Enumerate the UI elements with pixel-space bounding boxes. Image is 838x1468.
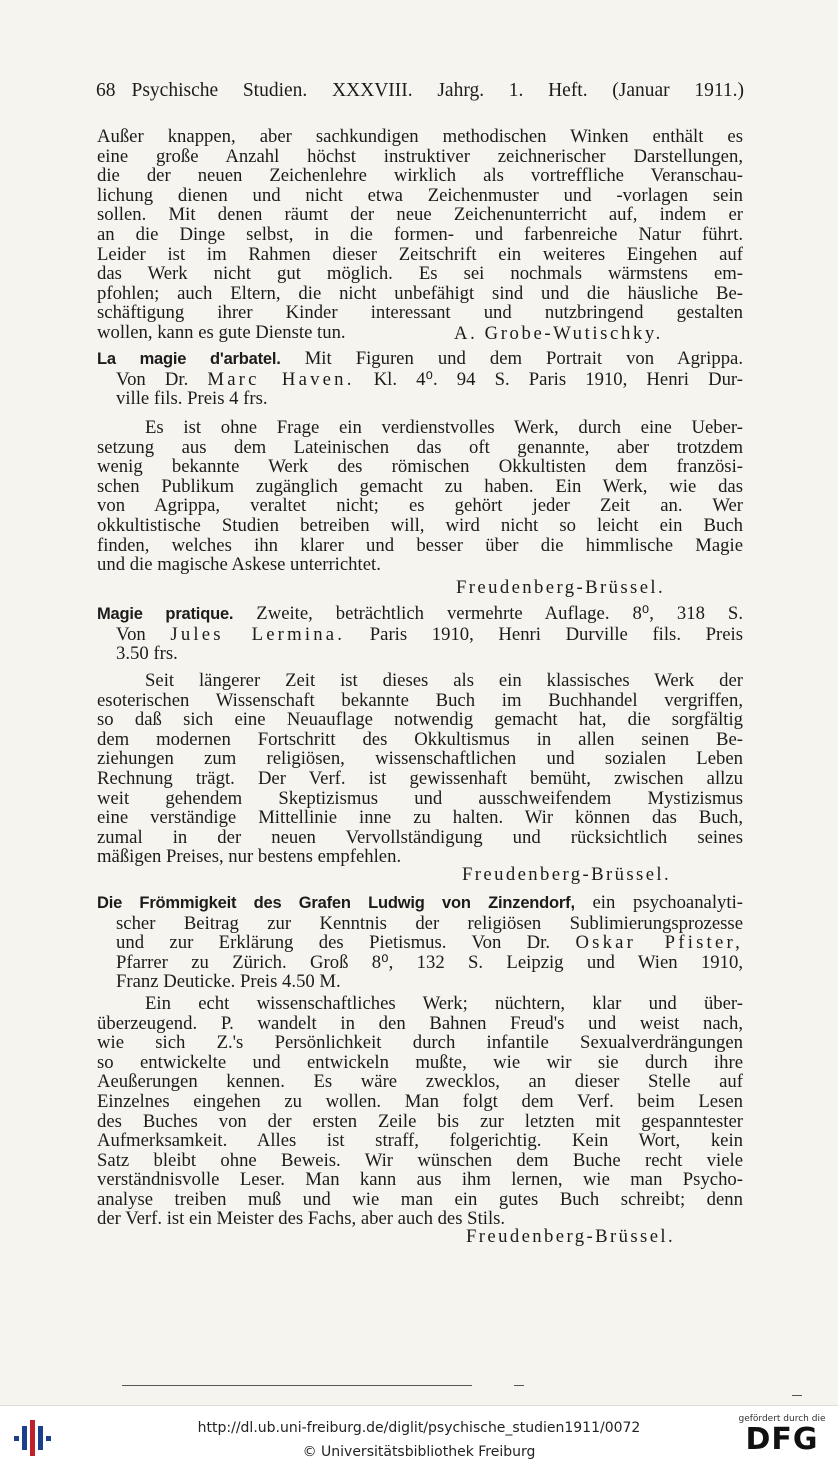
entry-line-price: ville fils. Preis 4 frs. bbox=[116, 388, 268, 410]
text-line: eine große Anzahl höchst instruktiver zeichnerischer Darstellungen, bbox=[97, 145, 743, 167]
dfg-funded-label: gefördert durch die bbox=[738, 1414, 826, 1424]
footnote-rule-dash bbox=[514, 1385, 524, 1386]
review-paragraph-2 bbox=[97, 418, 743, 555]
signature-freudenberg-1: Freudenberg-Brüssel. bbox=[456, 577, 666, 598]
paragraph-last-line: wollen, kann es gute Dienste tun. bbox=[97, 322, 346, 343]
review-paragraph-3 bbox=[97, 671, 743, 847]
text-line: Einzelnes eingehen zu wollen. Man folgt dem Verf. beim Lesen bbox=[97, 1090, 743, 1112]
entry-author-marc-haven: Marc Haven. bbox=[207, 368, 355, 390]
text-line: esoterischen Wissenschaft bekannte Buch im Buchhandel vergriffen, bbox=[97, 689, 743, 711]
text-line: zumal in der neuen Vervollständigung und rücksichtlich seines bbox=[97, 826, 743, 848]
text-line: des Buches von der ersten Zeile bis zur letzten mit gespanntester bbox=[97, 1110, 743, 1132]
text-line: so daß sich eine Neuauflage notwendig gemacht hat, die sorgfältig bbox=[97, 709, 743, 731]
entry-line-price: Franz Deuticke. Preis 4.50 M. bbox=[116, 971, 341, 993]
text-line: Es ist ohne Frage ein verdienstvolles Werk, durch eine Ueber- bbox=[145, 417, 743, 438]
review-paragraph-1 bbox=[97, 127, 743, 323]
bibliographic-entry-zinzendorf bbox=[97, 893, 743, 992]
entry-line: scher Beitrag zur Kenntnis der religiösen Sublimierungsprozesse bbox=[116, 912, 743, 934]
text-line: Aeußerungen kennen. Es wäre zwecklos, an dieser Stelle auf bbox=[97, 1071, 743, 1093]
text-line: Aufmerksamkeit. Alles ist straff, folgerichtig. Kein Wort, kein bbox=[97, 1130, 743, 1152]
text-line: Rechnung trägt. Der Verf. ist gewissenhaft bemüht, zwischen allzu bbox=[97, 767, 743, 789]
text-line: sollen. Mit denen räumt der neue Zeichenunterricht auf, indem er bbox=[97, 204, 743, 226]
signature-freudenberg-2: Freudenberg-Brüssel. bbox=[462, 864, 672, 885]
text-line: analyse treiben muß und wie man ein gutes Buch schreibt; denn bbox=[97, 1188, 743, 1210]
text-line: wenig bekannte Werk des römischen Okkultisten dem französi- bbox=[97, 456, 743, 478]
entry-title-rest: ein psychoanalyti- bbox=[592, 892, 743, 913]
text-line: wie sich Z.'s Persönlichkeit durch infantile Sexualverdrängungen bbox=[97, 1032, 743, 1054]
copyright-notice: © Universitätsbibliothek Freiburg bbox=[302, 1444, 536, 1460]
text-line: finden, welches ihn klarer und besser über die himmlische Magie bbox=[97, 534, 743, 556]
dfg-wordmark: DFG bbox=[745, 1422, 819, 1457]
page-permalink[interactable]: http://dl.ub.uni-freiburg.de/diglit/psychische_studien1911/0072 bbox=[197, 1420, 641, 1436]
entry-line-prefix: Von Dr. bbox=[116, 368, 189, 390]
text-line: Satz bleibt ohne Beweis. Wir wünschen dem Buche recht viele bbox=[97, 1149, 743, 1171]
text-line: verständnisvolle Leser. Man kann aus ihm lernen, wie man Psycho- bbox=[97, 1169, 743, 1191]
edge-dash bbox=[792, 1395, 802, 1396]
entry-author-jules-lermina: Jules Lermina. bbox=[170, 623, 346, 645]
text-line: dem modernen Fortschritt des Okkultismus in allen seinen Be- bbox=[97, 728, 743, 750]
text-line: überzeugend. P. wandelt in den Bahnen Freud's und weist nach, bbox=[97, 1012, 743, 1034]
text-line: schäftigung ihrer Kinder interessant und nutzbringend gestalten bbox=[97, 302, 743, 324]
entry-line-price: 3.50 frs. bbox=[116, 643, 178, 665]
signature-grobe-wutischky: A. Grobe-Wutischky. bbox=[454, 323, 663, 344]
running-title: Psychische Studien. XXXVIII. Jahrg. 1. Heft. (Januar 1911.) bbox=[131, 80, 744, 101]
entry-title-zinzendorf: Die Frömmigkeit des Grafen Ludwig von Zinzendorf, bbox=[97, 894, 575, 912]
text-line: ziehungen zum religiösen, wissenschaftlichen und sozialen Leben bbox=[97, 748, 743, 770]
entry-author-oskar-pfister: Oskar Pfister, bbox=[575, 932, 743, 954]
entry-line-details: Paris 1910, Henri Durville fils. Preis bbox=[369, 623, 743, 645]
text-line: pfohlen; auch Eltern, die nicht unbefähigt sind und die häusliche Be- bbox=[97, 282, 743, 304]
paragraph-last-line: und die magische Askese unterrichtet. bbox=[97, 554, 381, 575]
text-line: okkultistische Studien betreiben will, wird nicht so leicht ein Buch bbox=[97, 514, 743, 536]
entry-title-arbatel: La magie d'arbatel. bbox=[97, 350, 281, 368]
text-line: setzung aus dem Lateinischen das oft genannte, aber trotzdem bbox=[97, 436, 743, 458]
text-line: Seit längerer Zeit ist dieses als ein klassisches Werk der bbox=[145, 670, 743, 691]
entry-title-rest: Mit Figuren und dem Portrait von Agrippa. bbox=[304, 348, 743, 369]
paragraph-last-line: mäßigen Preises, nur bestens empfehlen. bbox=[97, 846, 402, 867]
text-line: eine verständige Mittellinie inne zu halten. Wir können das Buch, bbox=[97, 807, 743, 829]
page-number: 68 bbox=[96, 80, 116, 101]
dfg-logo bbox=[736, 1414, 828, 1464]
entry-line-details: Kl. 4⁰. 94 S. Paris 1910, Henri Dur- bbox=[373, 368, 743, 390]
review-paragraph-4 bbox=[97, 994, 743, 1210]
entry-title-rest: Zweite, beträchtlich vermehrte Auflage. 8⁰, 318 S. bbox=[256, 603, 743, 624]
text-line: von Agrippa, veraltet nicht; es gehört jeder Zeit an. Wer bbox=[97, 495, 743, 517]
text-line: schen Publikum zugänglich gemacht zu haben. Ein Werk, wie das bbox=[97, 475, 743, 497]
bibliographic-entry-magie-pratique bbox=[97, 604, 743, 664]
viewer-footer bbox=[0, 1405, 838, 1468]
entry-line: Pfarrer zu Zürich. Groß 8⁰, 132 S. Leipzig und Wien 1910, bbox=[116, 951, 743, 973]
signature-freudenberg-3: Freudenberg-Brüssel. bbox=[466, 1226, 676, 1247]
running-header bbox=[96, 80, 744, 110]
bibliographic-entry-arbatel bbox=[97, 349, 743, 409]
text-line: die der neuen Zeichenlehre wirklich als vortreffliche Veranschau- bbox=[97, 165, 743, 187]
paragraph-last-line: der Verf. ist ein Meister des Fachs, aber auch des Stils. bbox=[97, 1208, 506, 1229]
review-paragraph-2-last bbox=[97, 555, 743, 575]
text-line: lichung dienen und nicht etwa Zeichenmuster und -vorlagen sein bbox=[97, 184, 743, 206]
entry-title-magie-pratique: Magie pratique. bbox=[97, 605, 234, 623]
text-line: Leider ist im Rahmen dieser Zeitschrift ein weiteres Eingehen auf bbox=[97, 243, 743, 265]
text-line: Außer knappen, aber sachkundigen methodischen Winken enthält es bbox=[97, 126, 743, 147]
footnote-rule bbox=[122, 1385, 472, 1386]
text-line: Ein echt wissenschaftliches Werk; nüchtern, klar und über- bbox=[145, 993, 743, 1014]
entry-line-prefix: und zur Erklärung des Pietismus. Von Dr. bbox=[116, 932, 551, 954]
text-line: so entwickelte und entwickeln mußte, wie wir sie durch ihre bbox=[97, 1051, 743, 1073]
entry-line-prefix: Von bbox=[116, 623, 146, 645]
text-line: das Werk nicht gut möglich. Es sei nochmals wärmstens em- bbox=[97, 263, 743, 285]
text-line: an die Dinge selbst, in die formen- und farbenreiche Natur führt. bbox=[97, 223, 743, 245]
text-line: weit gehendem Skeptizismus und ausschweifendem Mystizismus bbox=[97, 787, 743, 809]
